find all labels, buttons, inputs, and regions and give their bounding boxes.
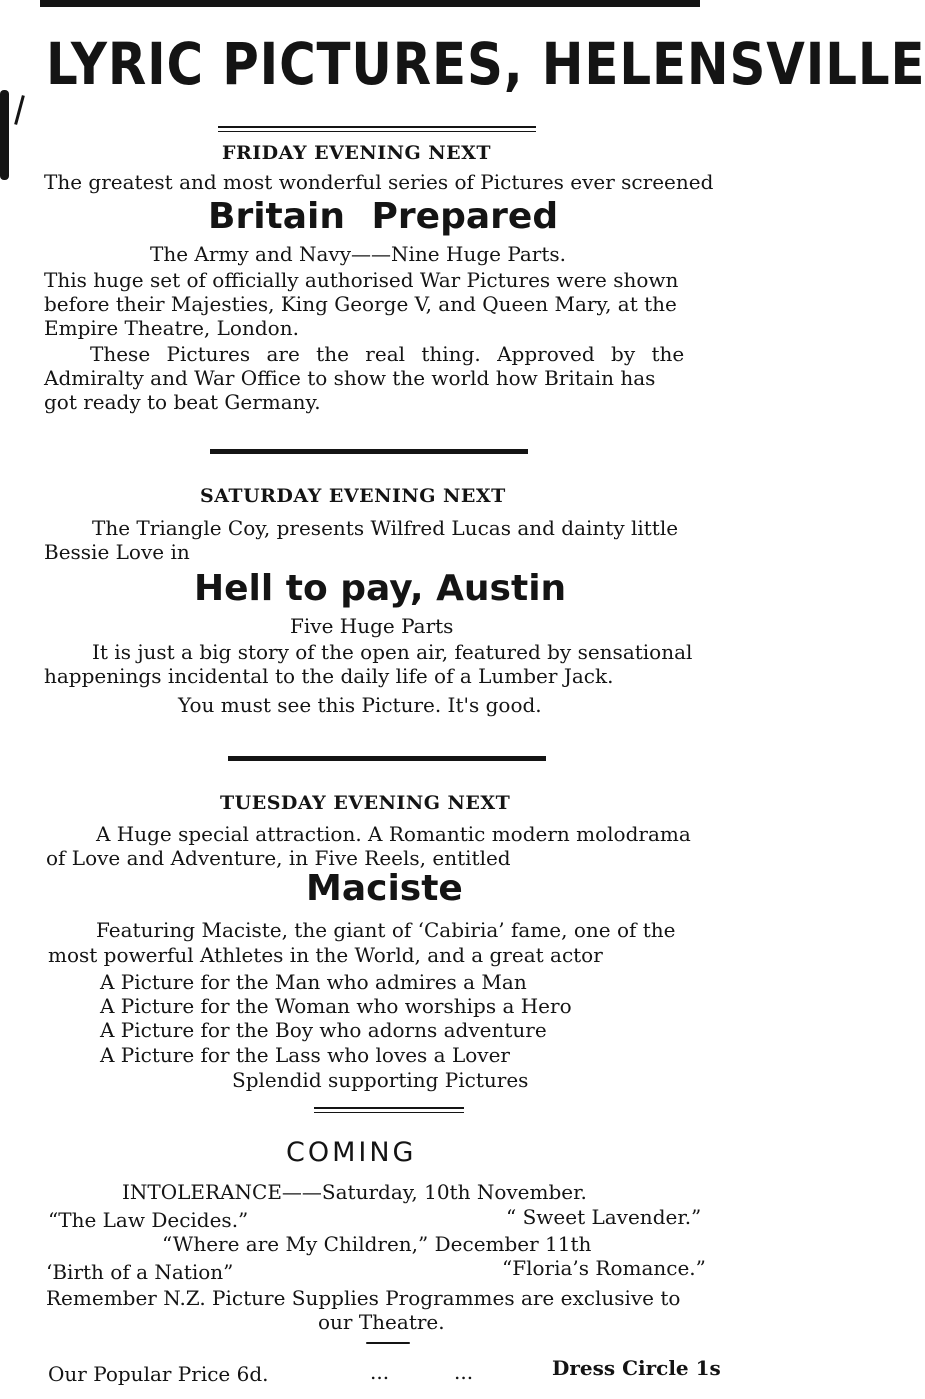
footer-flourish	[366, 1342, 410, 1344]
section-divider	[218, 131, 536, 132]
saturday-closing: You must see this Picture. It's good.	[178, 693, 542, 717]
coming-sweet-lavender: “ Sweet Lavender.”	[506, 1205, 702, 1229]
coming-where-children: “Where are My Children,” December 11th	[162, 1232, 592, 1256]
saturday-heading: SATURDAY EVENING NEXT	[200, 485, 506, 507]
friday-title: Britain Prepared	[208, 196, 559, 237]
section-divider	[314, 1107, 464, 1109]
section-divider	[228, 756, 546, 761]
coming-remember-line: our Theatre.	[318, 1310, 445, 1334]
scan-mark	[0, 90, 9, 180]
top-border-rule	[40, 0, 700, 7]
friday-heading: FRIDAY EVENING NEXT	[222, 142, 492, 164]
footer-price: Our Popular Price 6d.	[48, 1362, 269, 1386]
tuesday-title: Maciste	[306, 868, 463, 909]
tuesday-para-line: most powerful Athletes in the World, and a great actor	[48, 943, 603, 967]
masthead-title: LYRIC PICTURES, HELENSVILLE	[46, 30, 925, 98]
saturday-para-line: happenings incidental to the daily life of a Lumber Jack.	[44, 664, 614, 688]
coming-intolerance: INTOLERANCE——Saturday, 10th November.	[122, 1180, 587, 1204]
coming-floria: “Floria’s Romance.”	[502, 1256, 706, 1280]
saturday-intro-line: The Triangle Coy, presents Wilfred Lucas and dainty little	[92, 516, 679, 540]
footer-dots: ...	[454, 1360, 474, 1384]
coming-law-decides: “The Law Decides.”	[48, 1208, 249, 1232]
scan-mark	[14, 95, 25, 125]
friday-para1-line: Empire Theatre, London.	[44, 316, 299, 340]
saturday-subtitle: Five Huge Parts	[290, 614, 454, 638]
coming-remember-line: Remember N.Z. Picture Supplies Programmes are exclusive to	[46, 1286, 681, 1310]
section-divider	[218, 126, 536, 128]
tuesday-supporting: Splendid supporting Pictures	[232, 1068, 529, 1092]
footer-dress-circle: Dress Circle 1s	[552, 1356, 721, 1380]
saturday-title: Hell to pay, Austin	[194, 568, 567, 609]
saturday-intro-line: Bessie Love in	[44, 540, 190, 564]
friday-para2-line: Admiralty and War Office to show the world how Britain has	[44, 366, 656, 390]
section-divider	[314, 1112, 464, 1113]
footer-dots: ...	[370, 1360, 390, 1384]
tuesday-list-item: A Picture for the Boy who adorns adventure	[100, 1018, 547, 1042]
friday-para1-line: before their Majesties, King George V, and Queen Mary, at the	[44, 292, 677, 316]
tuesday-para-line: Featuring Maciste, the giant of ‘Cabiria’ fame, one of the	[96, 918, 676, 942]
friday-subtitle: The Army and Navy——Nine Huge Parts.	[150, 242, 567, 266]
friday-para1-line: This huge set of officially authorised War Pictures were shown	[44, 268, 679, 292]
friday-intro: The greatest and most wonderful series of Pictures ever screened	[44, 170, 714, 194]
tuesday-intro-line: A Huge special attraction. A Romantic modern molodrama	[96, 822, 691, 846]
coming-heading: COMING	[286, 1137, 417, 1168]
tuesday-list-item: A Picture for the Man who admires a Man	[100, 970, 527, 994]
friday-para2-line: These Pictures are the real thing. Approved by the	[90, 342, 685, 366]
saturday-para-line: It is just a big story of the open air, featured by sensational	[92, 640, 693, 664]
tuesday-heading: TUESDAY EVENING NEXT	[220, 792, 511, 814]
coming-birth-nation: ‘Birth of a Nation”	[46, 1260, 234, 1284]
tuesday-list-item: A Picture for the Lass who loves a Lover	[100, 1043, 510, 1067]
section-divider	[210, 449, 528, 454]
friday-para2-line: got ready to beat Germany.	[44, 390, 321, 414]
tuesday-intro-line: of Love and Adventure, in Five Reels, entitled	[46, 846, 511, 870]
tuesday-list-item: A Picture for the Woman who worships a Hero	[100, 994, 572, 1018]
